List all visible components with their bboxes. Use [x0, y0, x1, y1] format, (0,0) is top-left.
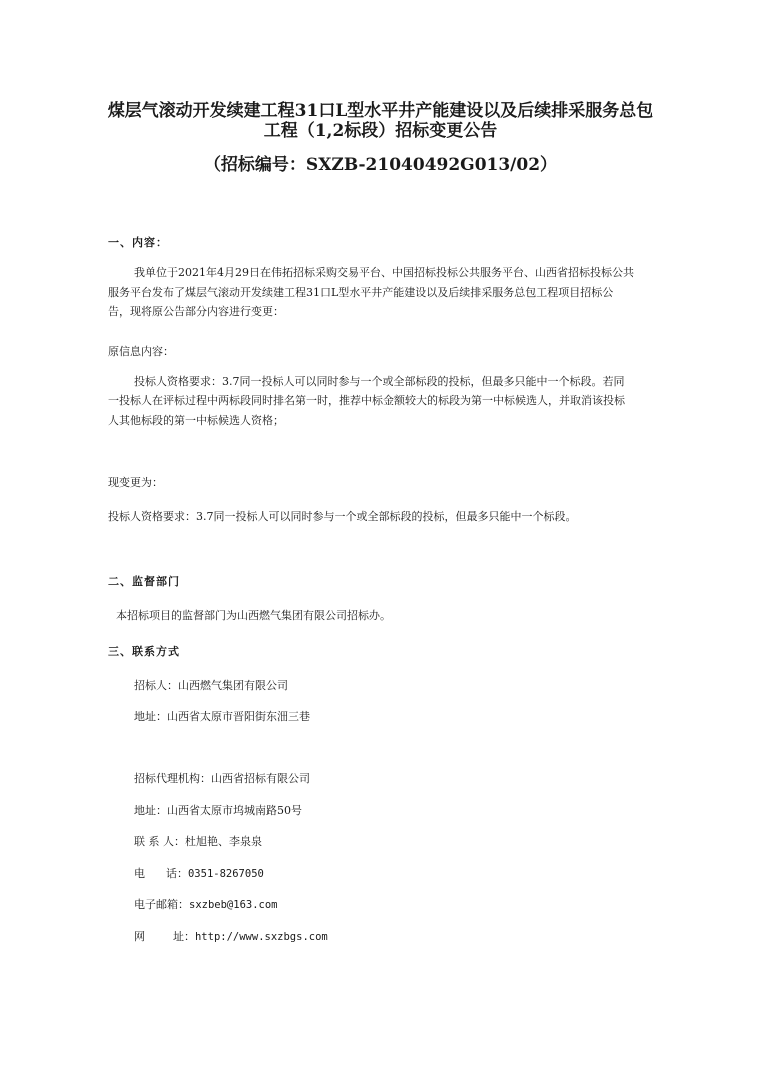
phone-row — [134, 865, 264, 881]
phone-label: 电 话： — [134, 867, 188, 880]
website-row — [134, 928, 328, 944]
website-label: 网 址： — [134, 930, 195, 943]
phone-value: 0351-8267050 — [187, 868, 264, 880]
original-info-label: 原信息内容： — [108, 345, 174, 358]
intro-line3: 告，现将原公告部分内容进行变更： — [108, 305, 284, 318]
contact-person: 联 系 人：杜旭艳、李泉泉 — [134, 835, 262, 848]
tenderer-address: 地址：山西省太原市晋阳街东沺三巷 — [134, 710, 310, 723]
section2-heading: 二、监督部门 — [108, 575, 180, 588]
email-row — [134, 896, 278, 912]
changed-text: 投标人资格要求：3.7同一投标人可以同时参与一个或全部标段的投标，但最多只能中一个标段。 — [108, 510, 577, 523]
section3-heading: 三、联系方式 — [108, 645, 180, 658]
original-line1: 投标人资格要求：3.7同一投标人可以同时参与一个或全部标段的投标，但最多只能中一个标段。若同 — [134, 375, 625, 388]
email-label: 电子邮箱： — [134, 898, 189, 911]
supervision-text: 本招标项目的监督部门为山西燃气集团有限公司招标办。 — [116, 609, 391, 622]
tender-number: （招标编号：SXZB-21040492G013/02） — [203, 155, 558, 175]
tenderer: 招标人：山西燃气集团有限公司 — [134, 679, 288, 692]
email-value: sxzbeb@163.com — [189, 899, 278, 911]
intro-line1: 我单位于2021年4月29日在伟拓招标采购交易平台、中国招标投标公共服务平台、山西省招标投标公共 — [134, 266, 634, 279]
website-value: http://www.sxzbgs.com — [194, 931, 328, 943]
agency: 招标代理机构：山西省招标有限公司 — [134, 772, 310, 785]
section1-heading: 一、内容： — [108, 236, 168, 249]
changed-label: 现变更为： — [108, 476, 163, 489]
document-title-line1: 煤层气滚动开发续建工程31口L型水平井产能建设以及后续排采服务总包 — [107, 101, 654, 121]
original-line2: 一投标人在评标过程中两标段同时排名第一时，推荐中标金额较大的标段为第一中标候选人，并取消该投标 — [108, 394, 625, 407]
agency-address: 地址：山西省太原市坞城南路50号 — [134, 804, 302, 817]
intro-line2: 服务平台发布了煤层气滚动开发续建工程31口L型水平井产能建设以及后续排采服务总包工程项目招标公 — [108, 286, 614, 299]
document-title-line2: 工程（1,2标段）招标变更公告 — [263, 121, 498, 141]
original-line3: 人其他标段的第一中标候选人资格； — [108, 414, 284, 427]
